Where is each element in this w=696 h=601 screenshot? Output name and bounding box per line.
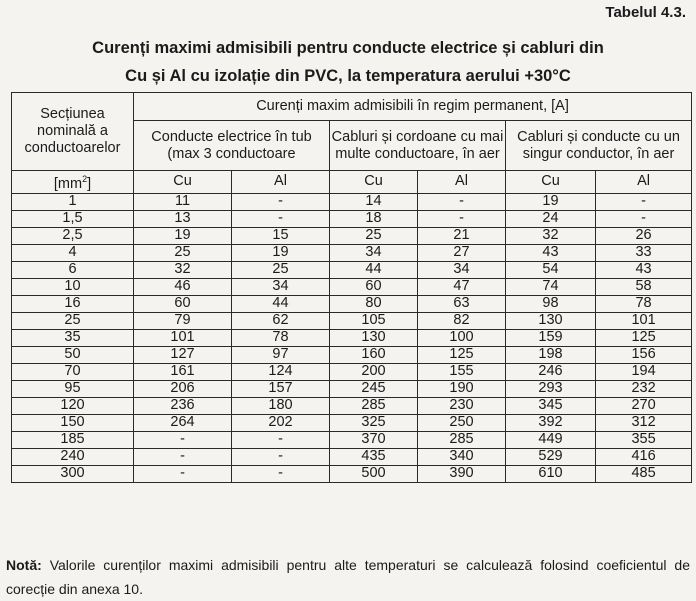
current-value-cell: 160 <box>330 346 418 363</box>
section-cell: 185 <box>12 431 134 448</box>
current-value-cell: 355 <box>596 431 692 448</box>
group-header-multi-core: Cabluri și cordoane cu mai multe conductoare, în aer <box>330 121 506 171</box>
table-row <box>12 380 692 397</box>
table-row <box>12 193 692 210</box>
current-value-cell: 246 <box>506 363 596 380</box>
current-value-cell: 392 <box>506 414 596 431</box>
current-value-cell: 25 <box>134 244 232 261</box>
section-cell: 25 <box>12 312 134 329</box>
current-value-cell: 98 <box>506 295 596 312</box>
metal-header-al: Al <box>418 171 506 194</box>
table-row <box>12 244 692 261</box>
main-header: Curenți maxim admisibili în regim permanent, [A] <box>134 93 692 121</box>
current-value-cell: - <box>232 210 330 227</box>
current-value-cell: 34 <box>232 278 330 295</box>
current-value-cell: 80 <box>330 295 418 312</box>
current-value-cell: 74 <box>506 278 596 295</box>
current-value-cell: - <box>596 210 692 227</box>
current-value-cell: 34 <box>418 261 506 278</box>
current-value-cell: 101 <box>134 329 232 346</box>
current-value-cell: 180 <box>232 397 330 414</box>
current-value-cell: - <box>232 448 330 465</box>
group-header-tube: Conducte electrice în tub (max 3 conductoare <box>134 121 330 171</box>
current-value-cell: 47 <box>418 278 506 295</box>
section-cell: 120 <box>12 397 134 414</box>
current-value-cell: 194 <box>596 363 692 380</box>
current-value-cell: 500 <box>330 465 418 482</box>
section-cell: 6 <box>12 261 134 278</box>
current-value-cell: 60 <box>134 295 232 312</box>
unit-superscript: 2 <box>82 174 88 184</box>
current-value-cell: 206 <box>134 380 232 397</box>
current-value-cell: 157 <box>232 380 330 397</box>
table-row <box>12 397 692 414</box>
table-row <box>12 227 692 244</box>
current-value-cell: 127 <box>134 346 232 363</box>
current-value-cell: 26 <box>596 227 692 244</box>
current-value-cell: 58 <box>596 278 692 295</box>
current-value-cell: 449 <box>506 431 596 448</box>
metal-header-cu: Cu <box>506 171 596 194</box>
current-value-cell: 610 <box>506 465 596 482</box>
current-value-cell: 485 <box>596 465 692 482</box>
current-value-cell: 13 <box>134 210 232 227</box>
section-cell: 1 <box>12 193 134 210</box>
metal-header-cu: Cu <box>330 171 418 194</box>
current-value-cell: 105 <box>330 312 418 329</box>
current-value-cell: 63 <box>418 295 506 312</box>
section-cell: 150 <box>12 414 134 431</box>
section-cell: 16 <box>12 295 134 312</box>
current-value-cell: 370 <box>330 431 418 448</box>
current-value-cell: 14 <box>330 193 418 210</box>
current-value-cell: 161 <box>134 363 232 380</box>
current-value-cell: - <box>232 465 330 482</box>
current-value-cell: 78 <box>596 295 692 312</box>
current-value-cell: 125 <box>596 329 692 346</box>
current-value-cell: - <box>232 431 330 448</box>
current-value-cell: 435 <box>330 448 418 465</box>
table-title <box>0 34 696 90</box>
current-value-cell: - <box>134 431 232 448</box>
note-text: Valorile curenților maximi admisibili pentru alte temperaturi se calculează folosind coeficientul de corecție din anexa 10. <box>6 557 690 597</box>
note-label: Notă: <box>6 557 42 573</box>
current-value-cell: 32 <box>506 227 596 244</box>
table-row <box>12 278 692 295</box>
current-value-cell: 230 <box>418 397 506 414</box>
current-value-cell: 270 <box>596 397 692 414</box>
section-cell: 10 <box>12 278 134 295</box>
current-value-cell: 62 <box>232 312 330 329</box>
current-value-cell: 54 <box>506 261 596 278</box>
current-value-cell: 78 <box>232 329 330 346</box>
table-body <box>12 193 692 482</box>
current-value-cell: 19 <box>506 193 596 210</box>
current-table <box>11 92 692 483</box>
current-value-cell: 43 <box>596 261 692 278</box>
current-value-cell: 190 <box>418 380 506 397</box>
table-note <box>6 553 690 601</box>
section-cell: 2,5 <box>12 227 134 244</box>
current-value-cell: 27 <box>418 244 506 261</box>
current-value-cell: 345 <box>506 397 596 414</box>
current-value-cell: 232 <box>596 380 692 397</box>
current-value-cell: - <box>134 448 232 465</box>
current-value-cell: 33 <box>596 244 692 261</box>
current-value-cell: 15 <box>232 227 330 244</box>
current-value-cell: 101 <box>596 312 692 329</box>
section-cell: 1,5 <box>12 210 134 227</box>
unit-suffix: ] <box>87 175 92 192</box>
section-cell: 35 <box>12 329 134 346</box>
current-value-cell: 97 <box>232 346 330 363</box>
current-value-cell: 44 <box>330 261 418 278</box>
current-value-cell: 529 <box>506 448 596 465</box>
current-value-cell: 202 <box>232 414 330 431</box>
table-row <box>12 312 692 329</box>
current-value-cell: 325 <box>330 414 418 431</box>
current-value-cell: - <box>418 210 506 227</box>
metal-header-cu: Cu <box>134 171 232 194</box>
current-value-cell: 44 <box>232 295 330 312</box>
current-value-cell: - <box>418 193 506 210</box>
table-row <box>12 363 692 380</box>
section-cell: 4 <box>12 244 134 261</box>
current-value-cell: 159 <box>506 329 596 346</box>
table-row <box>12 431 692 448</box>
current-value-cell: 236 <box>134 397 232 414</box>
section-cell: 50 <box>12 346 134 363</box>
current-value-cell: 124 <box>232 363 330 380</box>
current-value-cell: 100 <box>418 329 506 346</box>
current-value-cell: 32 <box>134 261 232 278</box>
current-value-cell: 285 <box>418 431 506 448</box>
current-value-cell: 130 <box>330 329 418 346</box>
current-value-cell: 155 <box>418 363 506 380</box>
section-cell: 95 <box>12 380 134 397</box>
title-line-1: Curenți maximi admisibili pentru conducte electrice și cabluri din <box>92 39 604 57</box>
current-value-cell: 264 <box>134 414 232 431</box>
current-value-cell: 285 <box>330 397 418 414</box>
section-cell: 240 <box>12 448 134 465</box>
current-value-cell: 390 <box>418 465 506 482</box>
current-value-cell: 25 <box>330 227 418 244</box>
current-value-cell: 125 <box>418 346 506 363</box>
current-value-cell: 21 <box>418 227 506 244</box>
current-value-cell: 130 <box>506 312 596 329</box>
current-value-cell: 19 <box>134 227 232 244</box>
current-value-cell: - <box>134 465 232 482</box>
current-value-cell: 312 <box>596 414 692 431</box>
table-row <box>12 295 692 312</box>
current-value-cell: 82 <box>418 312 506 329</box>
current-value-cell: - <box>232 193 330 210</box>
current-value-cell: 79 <box>134 312 232 329</box>
current-value-cell: 11 <box>134 193 232 210</box>
current-value-cell: 340 <box>418 448 506 465</box>
current-value-cell: - <box>596 193 692 210</box>
current-value-cell: 19 <box>232 244 330 261</box>
metal-header-al: Al <box>232 171 330 194</box>
table-row <box>12 448 692 465</box>
group-header-single-core: Cabluri și conducte cu un singur conductor, în aer <box>506 121 692 171</box>
current-value-cell: 46 <box>134 278 232 295</box>
table-row <box>12 414 692 431</box>
table-row <box>12 210 692 227</box>
current-value-cell: 34 <box>330 244 418 261</box>
current-value-cell: 43 <box>506 244 596 261</box>
current-value-cell: 293 <box>506 380 596 397</box>
title-line-2: Cu și Al cu izolație din PVC, la temperatura aerului +30°C <box>125 67 571 85</box>
table-row <box>12 465 692 482</box>
table-number: Tabelul 4.3. <box>605 4 686 21</box>
table-row <box>12 261 692 278</box>
current-value-cell: 198 <box>506 346 596 363</box>
current-value-cell: 25 <box>232 261 330 278</box>
current-value-cell: 156 <box>596 346 692 363</box>
current-value-cell: 18 <box>330 210 418 227</box>
table-row <box>12 329 692 346</box>
current-value-cell: 250 <box>418 414 506 431</box>
current-value-cell: 24 <box>506 210 596 227</box>
unit-header <box>12 171 134 194</box>
current-value-cell: 245 <box>330 380 418 397</box>
section-cell: 300 <box>12 465 134 482</box>
table-row <box>12 346 692 363</box>
section-cell: 70 <box>12 363 134 380</box>
current-value-cell: 200 <box>330 363 418 380</box>
section-column-header: Secțiunea nominală a conductoarelor <box>12 93 134 171</box>
metal-header-al: Al <box>596 171 692 194</box>
current-value-cell: 416 <box>596 448 692 465</box>
unit-prefix: [mm <box>53 175 83 192</box>
current-value-cell: 60 <box>330 278 418 295</box>
